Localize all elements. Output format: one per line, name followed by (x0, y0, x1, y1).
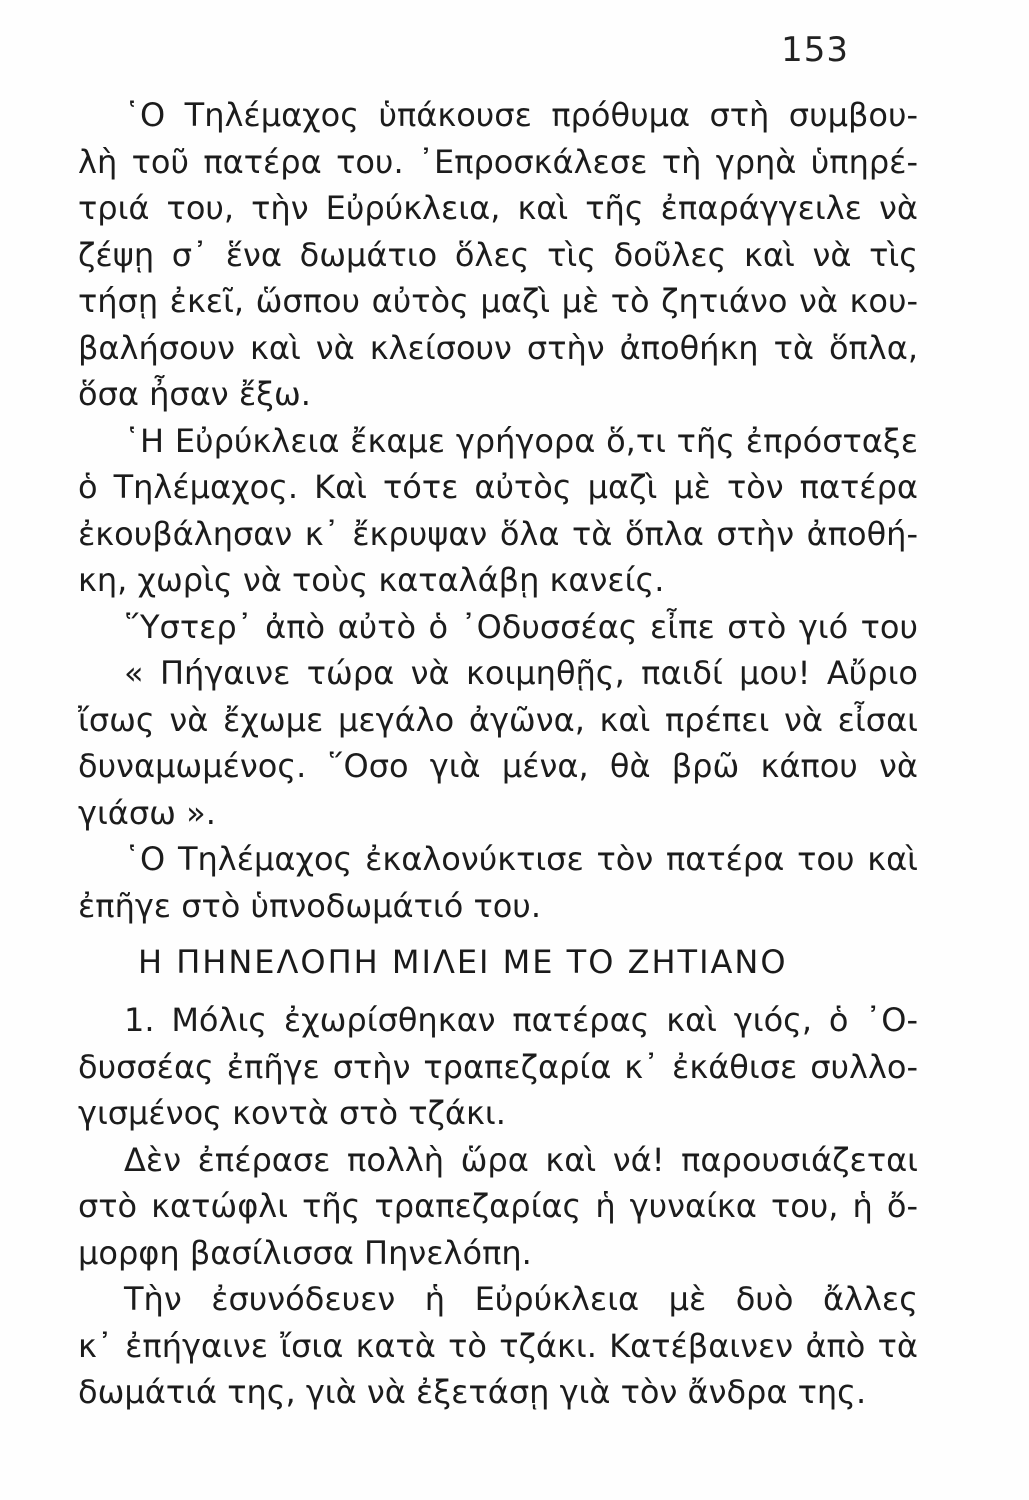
text-section-2 (78, 997, 918, 1416)
text-line: ῾Ο Τηλέμαχος ὑπάκουσε πρόθυμα στὴ συμβου- (124, 96, 918, 134)
text-line: ἐπῆγε στὸ ὑπνοδωμάτιό του. (78, 886, 541, 925)
text-line: τήσῃ ἐκεῖ, ὥσπου αὐτὸς μαζὶ μὲ τὸ ζητιάνο νὰ κου- (78, 282, 918, 320)
text-line: δυναμωμένος. ῞Οσο γιὰ μένα, θὰ βρῶ κάπου νὰ (78, 747, 918, 785)
text-line: ὁ Τηλέμαχος. Καὶ τότε αὐτὸς μαζὶ μὲ τὸν πατέρα (78, 468, 918, 506)
text-line: ῾Ο Τηλέμαχος ἐκαλονύκτισε τὸν πατέρα του καὶ (124, 840, 918, 878)
text-line: κη, χωρὶς νὰ τοὺς καταλάβῃ κανείς. (78, 561, 665, 599)
text-line: βαλήσουν καὶ νὰ κλείσουν στὴν ἀποθήκη τὰ ὅπλα, (78, 328, 918, 367)
text-line: 1. Μόλις ἐχωρίσθηκαν πατέρας καὶ γιός, ὁ ᾿Ο- (124, 1001, 918, 1039)
text-line: ῾Η Εὐρύκλεια ἔκαμε γρήγορα ὅ,τι τῆς ἐπρόσταξε (124, 421, 918, 460)
text-line: τριά του, τὴν Εὐρύκλεια, καὶ τῆς ἐπαράγγειλε νὰ (78, 189, 918, 227)
body-text (78, 92, 918, 1416)
text-line: ἐκουβάλησαν κ᾿ ἔκρυψαν ὅλα τὰ ὅπλα στὴν ἀποθή- (78, 514, 918, 553)
text-line: Τὴν ἐσυνόδευεν ἡ Εὐρύκλεια μὲ δυὸ ἄλλες (124, 1280, 918, 1318)
page-number: 153 (781, 30, 849, 70)
text-line: ὅσα ἦσαν ἔξω. (78, 375, 311, 413)
text-line: δυσσέας ἐπῆγε στὴν τραπεζαρία κ᾿ ἐκάθισε συλλο- (78, 1047, 918, 1086)
text-line: ἴσως νὰ ἔχωμε μεγάλο ἀγῶνα, καὶ πρέπει νὰ εἶσαι (78, 700, 918, 739)
text-section-1 (78, 92, 918, 929)
section-heading: Η ΠΗΝΕΛΟΠΗ ΜΙΛΕΙ ΜΕ ΤΟ ΖΗΤΙΑΝΟ (138, 943, 788, 981)
text-line: δωμάτιά της, γιὰ νὰ ἐξετάσῃ γιὰ τὸν ἄνδρα της. (78, 1373, 867, 1411)
text-line: μορφη βασίλισσα Πηνελόπη. (78, 1233, 532, 1272)
text-line: γισμένος κοντὰ στὸ τζάκι. (78, 1094, 506, 1132)
text-line: « Πήγαινε τώρα νὰ κοιμηθῇς, παιδί μου! Αὔριο (124, 654, 918, 692)
text-line: κ᾿ ἐπήγαινε ἴσια κατὰ τὸ τζάκι. Κατέβαινεν ἀπὸ τὰ (78, 1326, 918, 1365)
text-line: ζέψῃ σ᾿ ἕνα δωμάτιο ὅλες τὶς δοῦλες καὶ νὰ τὶς (78, 235, 918, 274)
text-line: στὸ κατώφλι τῆς τραπεζαρίας ἡ γυναίκα του, ἡ ὄ- (78, 1187, 918, 1225)
text-line: ῞Υστερ᾿ ἀπὸ αὐτὸ ὁ ᾿Οδυσσέας εἶπε στὸ γιό του (124, 607, 918, 646)
text-line: γιάσω ». (78, 793, 216, 832)
text-line: λὴ τοῦ πατέρα του. ᾿Επροσκάλεσε τὴ γρηὰ ὑπηρέ- (78, 142, 918, 181)
text-line: Δὲν ἐπέρασε πολλὴ ὥρα καὶ νά! παρουσιάζεται (124, 1140, 918, 1179)
